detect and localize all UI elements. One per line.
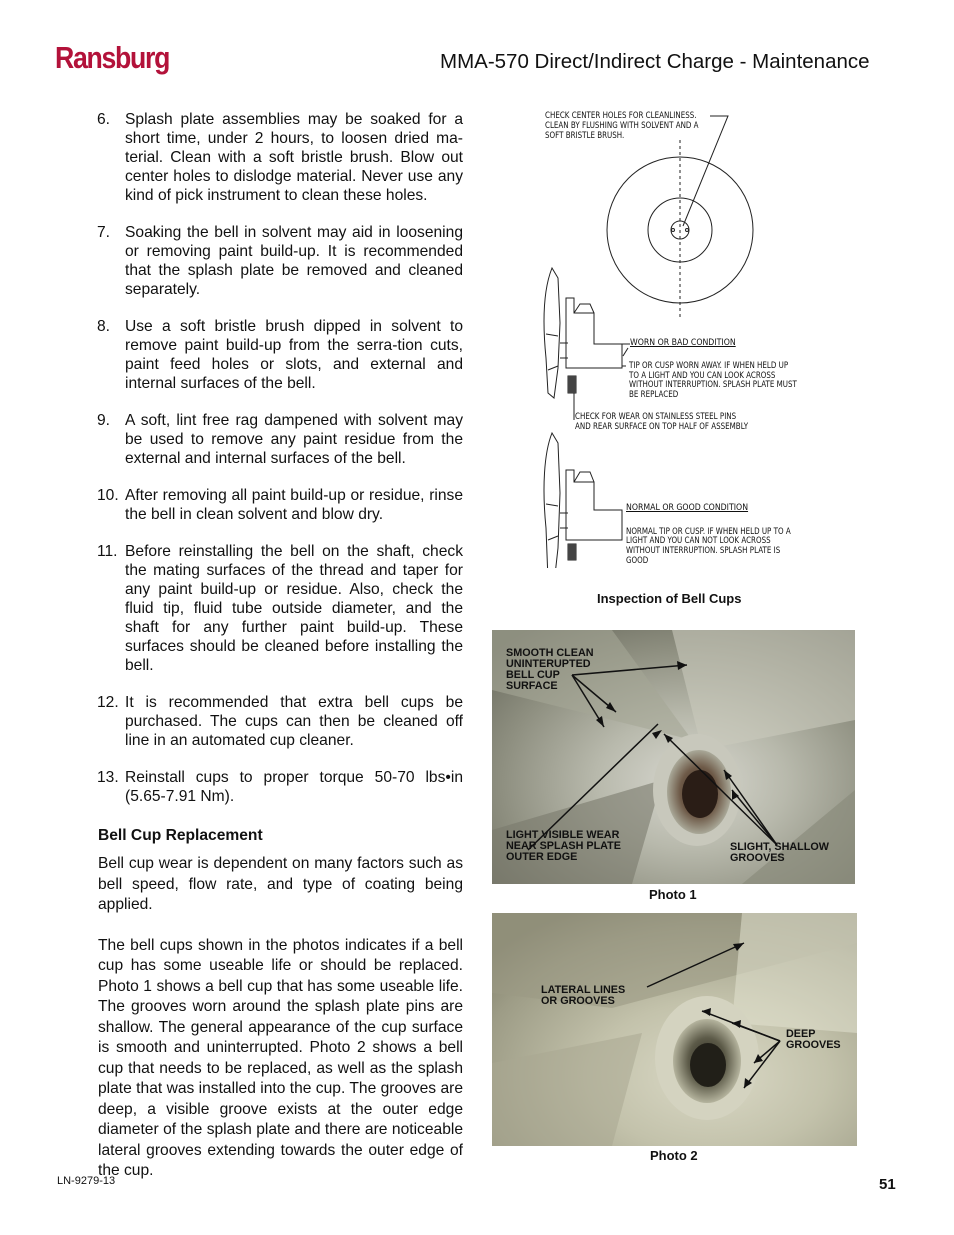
step-text: Before reinstalling the bell on the shaft, check the mating surfaces of the thread and taper for any paint build-up or residue. Also, check the fluid tip, fluid tube outside diameter, and the shaft for any further paint build-up. These surfaces should be cleaned before installing the bell.: [125, 543, 463, 674]
step-11: [97, 542, 463, 675]
diagram-label: NORMAL TIP OR CUSP. IF WHEN HELD UP TO A: [626, 526, 791, 536]
step-number: 7.: [97, 224, 111, 241]
step-text: Use a soft bristle brush dipped in solvent to remove paint build-up from the serra-tion cuts, paint feed holes or slots, and external and internal surfaces of the bell.: [125, 318, 463, 392]
photo-label: OUTER EDGE: [506, 851, 578, 863]
photo-label: UNINTERUPTED: [506, 658, 591, 670]
photo-label: LATERAL LINES: [541, 984, 626, 996]
step-number: 12.: [97, 694, 119, 711]
maintenance-text-column: [97, 110, 463, 1202]
step-6: [97, 110, 463, 205]
step-10: [97, 486, 463, 524]
step-text: After removing all paint build-up or residue, rinse the bell in clean solvent and blow dry.: [125, 487, 463, 523]
diagram-label: CLEAN BY FLUSHING WITH SOLVENT AND A: [545, 120, 699, 130]
document-number: LN-9279-13: [57, 1175, 116, 1187]
photo-2-caption: Photo 2: [650, 1148, 698, 1163]
photo-label: SMOOTH CLEAN: [506, 647, 594, 659]
photo-label: LIGHT VISIBLE WEAR: [506, 829, 620, 841]
page-header-title: MMA-570 Direct/Indirect Charge - Maintenance: [440, 50, 870, 73]
step-7: [97, 223, 463, 299]
step-13: [97, 768, 463, 806]
step-9: [97, 411, 463, 468]
step-number: 10.: [97, 487, 119, 504]
step-text: It is recommended that extra bell cups be purchased. The cups can then be cleaned off line in an automated cup cleaner.: [125, 694, 463, 749]
worn-condition-title: WORN OR BAD CONDITION: [630, 337, 736, 348]
step-text: Soaking the bell in solvent may aid in loosening or removing paint build-up. It is recommended that the splash plate be removed and cleaned separately.: [125, 224, 463, 298]
photo-label: SURFACE: [506, 680, 558, 692]
diagram-label: SOFT BRISTLE BRUSH.: [545, 130, 625, 140]
step-number: 6.: [97, 111, 111, 128]
good-condition-title: NORMAL OR GOOD CONDITION: [626, 502, 749, 513]
step-8: [97, 317, 463, 393]
diagram-label: WITHOUT INTERRUPTION. SPLASH PLATE MUST: [629, 379, 797, 389]
diagram-caption: Inspection of Bell Cups: [597, 591, 742, 606]
photo-1-caption: Photo 1: [649, 887, 697, 902]
photo-label: DEEP: [786, 1028, 816, 1040]
step-text: A soft, lint free rag dampened with solvent may be used to remove any paint residue from the external and internal surfaces of the bell.: [125, 412, 463, 467]
photo-label: GROOVES: [730, 852, 785, 864]
diagram-label: CHECK CENTER HOLES FOR CLEANLINESS.: [545, 110, 697, 120]
step-text: Reinstall cups to proper torque 50-70 lbs•in (5.65-7.91 Nm).: [125, 769, 463, 805]
bell-cup-inspection-diagram: [530, 108, 830, 568]
photo-label: SLIGHT, SHALLOW: [730, 841, 829, 853]
step-12: [97, 693, 463, 750]
diagram-label: GOOD: [626, 555, 649, 565]
photo-2: [492, 913, 857, 1146]
diagram-label: BE REPLACED: [629, 389, 679, 399]
diagram-label: CHECK FOR WEAR ON STAINLESS STEEL PINS: [575, 411, 737, 421]
diagram-label: AND REAR SURFACE ON TOP HALF OF ASSEMBLY: [575, 421, 749, 431]
step-text: Splash plate assemblies may be soaked for a short time, under 2 hours, to loosen dried ma-terial. Clean with a soft bristle brush. Blow out center holes to dislodge material. Never use any kind of pick instrument to clean these holes.: [125, 111, 463, 204]
section-heading: Bell Cup Replacement: [98, 827, 263, 844]
page-number: 51: [879, 1176, 896, 1193]
paragraph-wear: Bell cup wear is dependent on many factors such as bell speed, flow rate, and type of coating being applied.: [98, 855, 463, 913]
brand-logo: Ransburg: [55, 40, 170, 75]
photo-label: BELL CUP: [506, 669, 560, 681]
step-number: 13.: [97, 769, 119, 786]
diagram-label: TO A LIGHT AND YOU CAN LOOK ACROSS: [629, 370, 776, 380]
diagram-label: LIGHT AND YOU CAN NOT LOOK ACROSS: [626, 535, 771, 545]
diagram-label: WITHOUT INTERRUPTION. SPLASH PLATE IS: [626, 545, 781, 555]
photo-label: GROOVES: [786, 1039, 841, 1051]
photo-1: [492, 630, 855, 884]
paragraph-photos: The bell cups shown in the photos indicates if a bell cup has some useable life or should be replaced. Photo 1 shows a bell cup that has some useable life. The grooves worn around the splash plate pins are shallow. The general appearance of the cup surface is smooth and uninterrupted. Photo 2 shows a bell cup that needs to be replaced, as well as the splash plate that was installed into the cup. The grooves are deep, a visible groove exists at the outer edge diameter of the splash plate and there are noticeable lateral grooves extending towards the outer edge of the cup.: [98, 936, 463, 1179]
photo-label: OR GROOVES: [541, 995, 615, 1007]
step-number: 11.: [97, 543, 118, 560]
photo-label: NEAR SPLASH PLATE: [506, 840, 621, 852]
diagram-label: TIP OR CUSP WORN AWAY. IF WHEN HELD UP: [629, 360, 789, 370]
step-number: 9.: [97, 412, 111, 429]
step-number: 8.: [97, 318, 111, 335]
